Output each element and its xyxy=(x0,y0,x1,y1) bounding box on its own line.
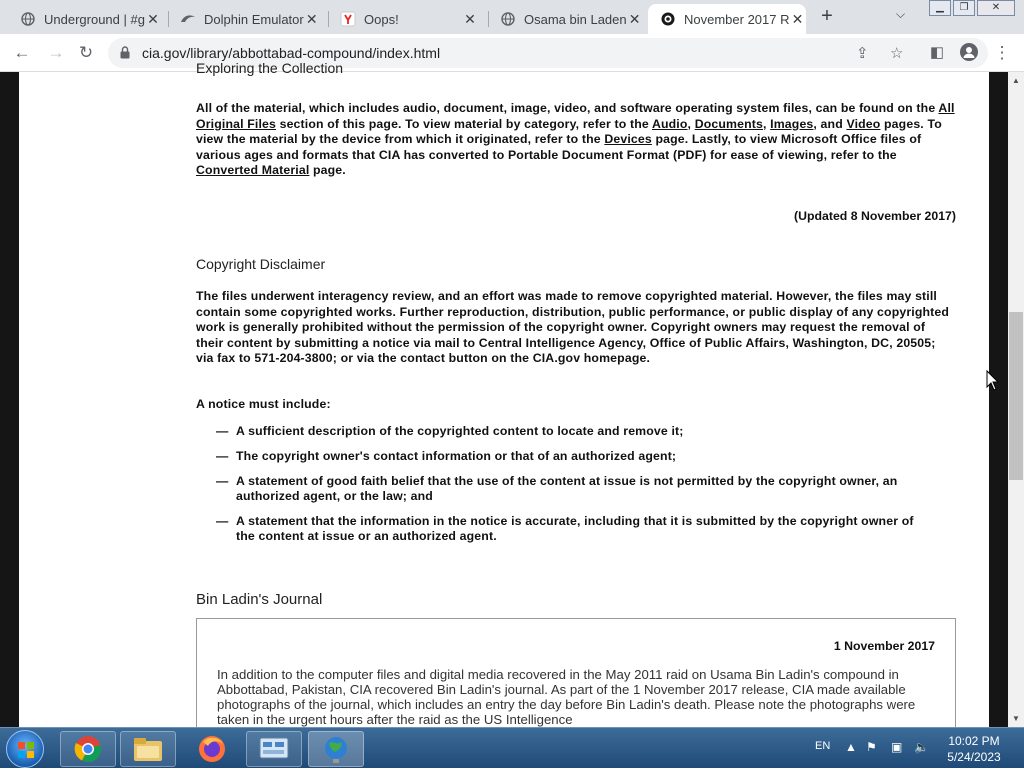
notice-heading: A notice must include: xyxy=(196,397,331,411)
list-item-text: A statement that the information in the notice is accurate, including that it is submitted by the copyright owner of the content at issue or an authorized agent. xyxy=(236,514,914,543)
tab-november-2017[interactable] xyxy=(648,4,806,34)
tab-underground[interactable] xyxy=(8,4,168,34)
new-tab-button[interactable]: + xyxy=(821,5,833,27)
tab-osama[interactable] xyxy=(488,4,648,34)
language-indicator[interactable]: EN xyxy=(815,740,831,752)
taskbar-network[interactable] xyxy=(308,731,364,767)
close-tab-icon[interactable]: ✕ xyxy=(791,10,804,27)
close-tab-icon[interactable]: ✕ xyxy=(305,10,318,27)
show-hidden-icons-icon[interactable]: ▲ xyxy=(845,740,857,754)
url-text[interactable]: cia.gov/library/abbottabad-compound/index.html xyxy=(142,45,441,61)
back-button[interactable]: ← xyxy=(13,43,31,62)
dash-bullet: — xyxy=(216,449,229,463)
windows-logo-icon xyxy=(7,731,45,769)
collection-text: pages. To view the material by the device from which it originated, refer to the xyxy=(196,116,942,146)
notice-list xyxy=(216,424,936,554)
clock-time: 10:02 PM xyxy=(948,734,1000,748)
firefox-icon xyxy=(197,734,227,764)
forward-button[interactable]: → xyxy=(47,43,65,62)
share-icon[interactable]: ⇪ xyxy=(856,45,869,62)
list-item-text: A statement of good faith belief that the use of the content at issue is not permitted by the copyright owner, an authorized agent, or the law; and xyxy=(236,474,898,503)
restore-window-button[interactable]: ❐ xyxy=(953,0,975,16)
minimize-window-button[interactable]: ▁ xyxy=(929,0,951,16)
cia-seal-icon xyxy=(660,11,676,27)
left-dark-band xyxy=(0,72,19,727)
bookmark-star-icon[interactable]: ☆ xyxy=(890,45,904,62)
taskbar-firefox[interactable] xyxy=(184,731,240,767)
lock-icon[interactable] xyxy=(120,46,130,59)
action-center-flag-icon[interactable]: ⚑ xyxy=(866,740,877,754)
link-converted-material[interactable]: Converted Material xyxy=(196,163,310,177)
volume-icon[interactable]: 🔈 xyxy=(914,740,929,754)
list-item xyxy=(216,449,936,464)
windows-taskbar xyxy=(0,727,1024,768)
tab-title: Osama bin Laden xyxy=(524,11,627,27)
link-documents[interactable]: Documents xyxy=(694,116,763,131)
link-devices[interactable]: Devices xyxy=(604,132,652,146)
collection-text: , xyxy=(687,116,695,131)
tab-dolphin[interactable] xyxy=(168,4,328,34)
network-tray-icon[interactable]: ▣ xyxy=(891,740,903,754)
close-tab-icon[interactable]: ✕ xyxy=(628,10,641,27)
list-item xyxy=(216,474,936,504)
dolphin-icon xyxy=(180,11,196,27)
journal-text: In addition to the computer files and digital media recovered in the May 2011 raid on Usama Bin Ladin's compound in Abbottabad, Pakistan, CIA recovered Bin Ladin's journal. As part of the 1 November 2017 release, CIA made available photographs of the journal, which includes an entry the day before Bin Ladin's death. Please note the photographs were taken in the urgent hours after the raid as the US Intelligence xyxy=(217,667,916,727)
dash-bullet: — xyxy=(216,514,229,528)
profile-avatar[interactable] xyxy=(959,43,979,63)
tab-search-chevron-icon[interactable]: ⌵ xyxy=(896,7,906,21)
list-item xyxy=(216,514,936,544)
tab-title: Underground | #g xyxy=(44,11,145,27)
start-button[interactable] xyxy=(6,730,44,768)
taskbar-chrome[interactable] xyxy=(60,731,116,767)
tab-title: Oops! xyxy=(364,11,399,27)
explorer-icon xyxy=(133,736,163,762)
collection-text: All of the material, which includes audio, document, image, video, and software operating system files, can be found on the xyxy=(196,101,939,115)
page-content xyxy=(0,60,1008,727)
list-item-text: The copyright owner's contact information or that of an authorized agent; xyxy=(236,449,677,463)
tab-strip xyxy=(0,0,1024,34)
close-tab-icon[interactable]: ✕ xyxy=(464,10,476,27)
close-window-button[interactable]: ✕ xyxy=(977,0,1015,16)
mouse-cursor-icon xyxy=(986,370,1000,392)
list-item xyxy=(216,424,936,439)
reload-button[interactable]: ↻ xyxy=(78,43,94,62)
tab-oops[interactable] xyxy=(328,4,488,34)
collection-paragraph xyxy=(196,101,956,179)
right-dark-band xyxy=(989,72,1008,727)
vertical-scrollbar[interactable] xyxy=(1008,72,1024,727)
system-clock[interactable] xyxy=(944,733,1004,765)
copyright-paragraph: The files underwent interagency review, and an effort was made to remove copyrighted material. However, the files may still contain some copyrighted works. Further reproduction, distribution, public performance, or public display of any copyrighted work is generally prohibited without the permission of the copyright owner. Copyright owners may request the removal of their content by submitting a notice via mail to Central Intelligence Agency, Office of Public Affairs, Washington, DC, 20505; via fax to 571-204-3800; or via the contact button on the CIA.gov homepage. xyxy=(196,289,950,365)
network-globe-icon xyxy=(321,734,351,764)
globe-icon xyxy=(500,11,516,27)
dash-bullet: — xyxy=(216,474,229,488)
side-panel-icon[interactable]: ◧ xyxy=(929,44,945,61)
collection-text: page. Lastly, to view Microsoft Office files of various ages and formats that CIA has converted to Portable Document Format (PDF) for ease of viewing, refer to the xyxy=(196,132,922,162)
taskbar-control-panel[interactable] xyxy=(246,731,302,767)
scrollbar-thumb[interactable] xyxy=(1009,312,1023,480)
tab-title: Dolphin Emulator xyxy=(204,11,304,27)
clipped-section-heading: Exploring the Collection xyxy=(196,60,344,76)
scroll-up-arrow-icon[interactable]: ▲ xyxy=(1012,76,1020,85)
link-images[interactable]: Images xyxy=(770,116,814,131)
chrome-icon xyxy=(74,735,102,763)
collection-text: , xyxy=(763,116,771,131)
link-all-original-files[interactable]: All Original Files xyxy=(196,101,955,131)
tab-title: November 2017 R xyxy=(684,11,790,27)
scroll-down-arrow-icon[interactable]: ▼ xyxy=(1012,714,1020,723)
link-audio[interactable]: Audio xyxy=(651,116,688,131)
updated-date: (Updated 8 November 2017) xyxy=(794,209,956,223)
taskbar-explorer[interactable] xyxy=(120,731,176,767)
collection-text: , and xyxy=(813,116,847,131)
dash-bullet: — xyxy=(216,424,229,438)
journal-date: 1 November 2017 xyxy=(833,639,935,653)
close-tab-icon[interactable]: ✕ xyxy=(147,10,159,27)
globe-icon xyxy=(20,11,36,27)
yandex-icon xyxy=(340,11,356,27)
menu-kebab-icon[interactable]: ⋮ xyxy=(993,43,1011,62)
collection-text: page. xyxy=(309,163,346,177)
journal-heading: Bin Ladin's Journal xyxy=(196,591,323,608)
collection-text: section of this page. To view material by category, refer to the xyxy=(276,116,652,131)
clock-date: 5/24/2023 xyxy=(947,750,1001,764)
link-video[interactable]: Video xyxy=(846,116,881,131)
copyright-heading: Copyright Disclaimer xyxy=(196,256,326,272)
control-panel-icon xyxy=(259,736,289,762)
list-item-text: A sufficient description of the copyrighted content to locate and remove it; xyxy=(236,424,684,438)
